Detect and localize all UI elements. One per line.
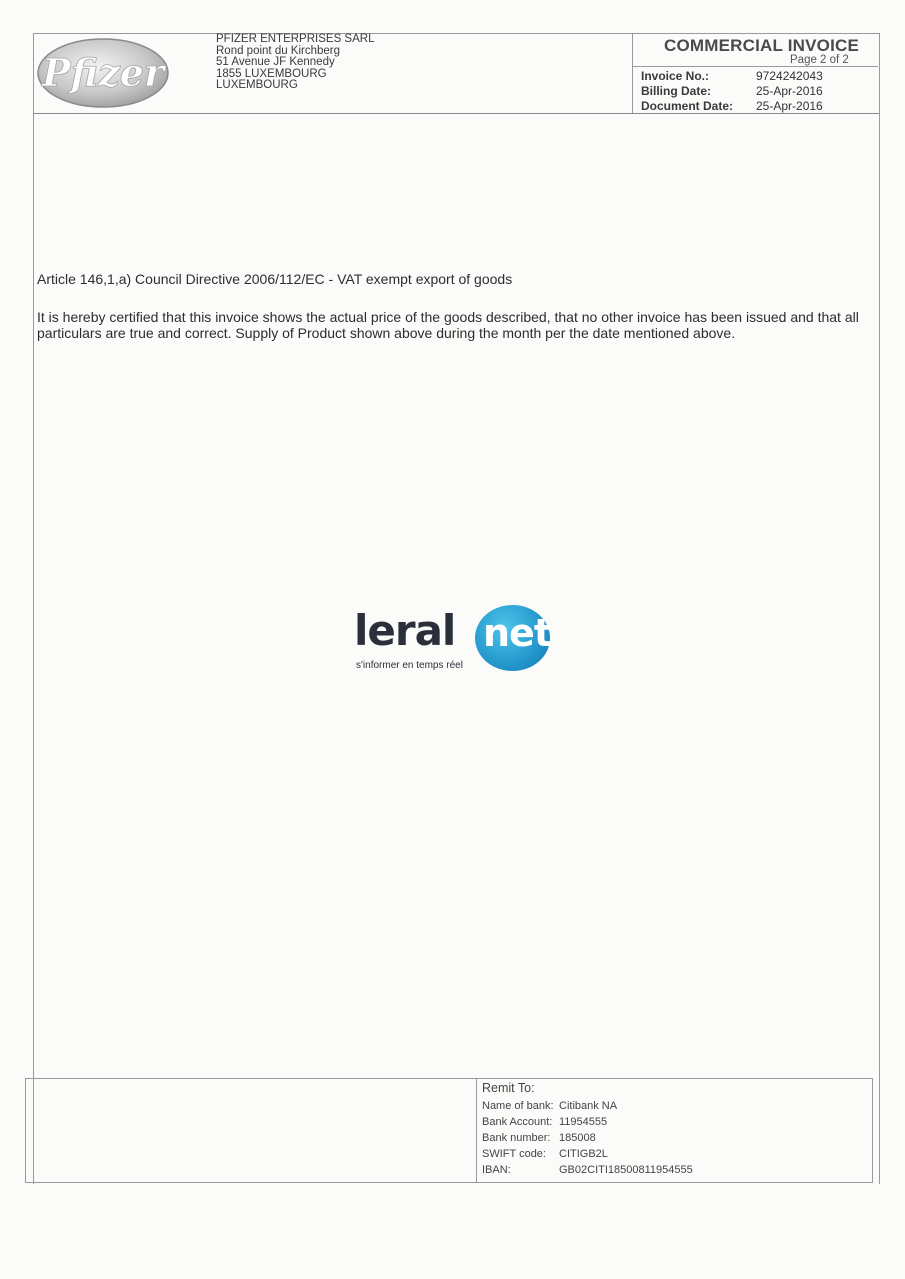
page-number: Page 2 of 2 bbox=[790, 54, 849, 66]
remit-label: Bank Account: bbox=[482, 1116, 553, 1128]
watermark-brand-suffix: net bbox=[483, 611, 551, 655]
remit-row-swift bbox=[482, 1148, 608, 1160]
address-line: 1855 LUXEMBOURG bbox=[216, 67, 327, 80]
certification-text: It is hereby certified that this invoice shows the actual price of the goods described, that no other invoice has been issued and that all particulars are true and correct. Supply of Product shown above during the month per the date mentioned above. bbox=[37, 309, 859, 341]
address-line: Rond point du Kirchberg bbox=[216, 44, 341, 57]
footer-divider bbox=[476, 1078, 477, 1182]
remit-value: 11954555 bbox=[559, 1116, 608, 1128]
meta-label: Invoice No.: bbox=[641, 69, 710, 83]
footer-box bbox=[25, 1078, 873, 1183]
remit-row-bank-account bbox=[482, 1116, 607, 1128]
billing-date: 25-Apr-2016 bbox=[756, 84, 823, 98]
remit-value: Citibank NA bbox=[559, 1100, 618, 1112]
address-line: 51 Avenue JF Kennedy bbox=[216, 56, 335, 68]
company-address bbox=[216, 34, 374, 92]
address-line: LUXEMBOURG bbox=[216, 79, 298, 91]
remit-label: Bank number: bbox=[482, 1132, 551, 1144]
invoice-number: 9724242043 bbox=[756, 69, 823, 83]
meta-label: Billing Date: bbox=[641, 84, 712, 98]
document-date: 25-Apr-2016 bbox=[756, 99, 823, 113]
watermark-brand: leral bbox=[354, 606, 456, 655]
invoice-number-row bbox=[641, 69, 823, 83]
remit-row-bank-number bbox=[482, 1132, 596, 1144]
remit-value: CITIGB2L bbox=[559, 1148, 608, 1160]
remit-value: 185008 bbox=[559, 1132, 596, 1144]
logo-text: Pfizer bbox=[42, 50, 164, 95]
billing-date-row bbox=[641, 84, 823, 98]
remit-title: Remit To: bbox=[482, 1081, 535, 1095]
remit-label: Name of bank: bbox=[482, 1100, 554, 1112]
invoice-title: COMMERCIAL INVOICE bbox=[664, 36, 860, 55]
remit-row-bank-name bbox=[482, 1100, 617, 1112]
leralnet-watermark bbox=[350, 604, 555, 676]
meta-label: Document Date: bbox=[641, 99, 734, 113]
remit-row-iban bbox=[482, 1164, 693, 1176]
vat-article-text: Article 146,1,a) Council Directive 2006/112/EC - VAT exempt export of goods bbox=[37, 271, 513, 287]
remit-value: GB02CITI18500811954555 bbox=[559, 1164, 693, 1176]
document-date-row bbox=[641, 99, 823, 113]
invoice-title-divider bbox=[632, 66, 878, 67]
remit-label: SWIFT code: bbox=[482, 1148, 546, 1160]
pfizer-logo bbox=[36, 37, 170, 109]
address-line: PFIZER ENTERPRISES SARL bbox=[216, 33, 375, 45]
remit-label: IBAN: bbox=[482, 1164, 511, 1176]
header-divider bbox=[33, 113, 879, 114]
watermark-tagline: s'informer en temps réel bbox=[356, 660, 463, 671]
